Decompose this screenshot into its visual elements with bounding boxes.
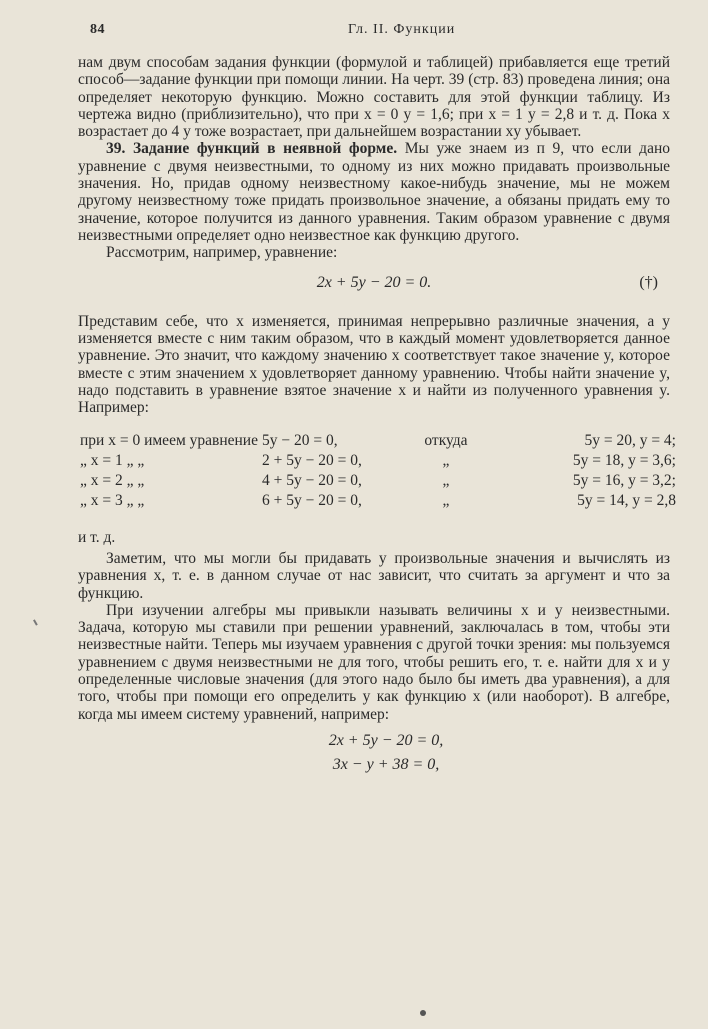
- example-row: [78, 491, 678, 511]
- margin-mark: [33, 616, 43, 625]
- equation-system: [78, 729, 670, 777]
- example-row: [78, 431, 678, 451]
- example-result: 5y = 20, y = 4;: [584, 431, 676, 449]
- example-result: 5y = 14, y = 2,8: [577, 491, 676, 509]
- example-connector: откуда: [424, 431, 468, 449]
- paragraph-3: Рассмотрим, например, уравнение:: [106, 244, 338, 262]
- example-row: [78, 451, 678, 471]
- ink-spot: [420, 1010, 426, 1016]
- example-equation: 4 + 5y − 20 = 0,: [261, 471, 362, 489]
- example-equation: 2 + 5y − 20 = 0,: [261, 451, 362, 469]
- section-heading: 39. Задание функций в неявной форме.: [106, 140, 398, 158]
- equation-tag: (†): [639, 273, 658, 291]
- system-equation-2: 3x − y + 38 = 0,: [332, 755, 440, 773]
- examples-table: [78, 431, 678, 511]
- page-header: [78, 22, 680, 44]
- body-text: [78, 54, 676, 777]
- example-connector: „: [442, 451, 450, 469]
- paragraph-1: нам двум способам задания функции (формулой и таблицей) прибавляется еще третий способ—задание функции при помощи линии. На черт. 39 (стр. 83) проведена линия; она определяет некоторую функцию. Можно составить для этой функции таблицу. Из чертежа видно (приблизительно), что при x = 0 y = 1,6; при x = 1 y = 2,8 и т. д. Пока x возрастает до 4 y тоже возрастает, при дальнейшем возрастании xy убывает.: [78, 54, 670, 141]
- example-connector: „: [442, 491, 450, 509]
- page-number: 84: [90, 22, 105, 37]
- equation-expression: 2x + 5y − 20 = 0.: [316, 273, 432, 291]
- example-condition: при x = 0 имеем уравнение: [80, 431, 258, 449]
- example-result: 5y = 18, y = 3,6;: [572, 451, 676, 469]
- example-result: 5y = 16, y = 3,2;: [572, 471, 676, 489]
- paragraph-2: Мы уже знаем из п 9, что если дано уравнение с двумя неизвестными, то одному из них можно придавать произвольные значения. Но, придав одному неизвестному какое-нибудь значение, мы не можем другому неизвестному тоже придать произвольное значение, а обязаны придать ему то значение, которое получится из данного уравнения. Таким образом уравнение с двумя неизвестными определяет одно неизвестное как функцию другого.: [78, 140, 670, 244]
- example-condition: „ x = 1 „ „: [80, 451, 145, 469]
- system-equation-1: 2x + 5y − 20 = 0,: [328, 731, 444, 749]
- example-equation: 5y − 20 = 0,: [261, 431, 338, 449]
- etc-text: и т. д.: [78, 528, 116, 546]
- example-condition: „ x = 3 „ „: [80, 491, 145, 509]
- example-connector: „: [442, 471, 450, 489]
- example-equation: 6 + 5y − 20 = 0,: [261, 491, 362, 509]
- paragraph-5: Заметим, что мы могли бы придавать y произвольные значения и вычислять из уравнения x, т. е. в данном случае от нас зависит, что считать за аргумент и что за функцию.: [78, 549, 670, 602]
- main-equation: [78, 274, 670, 291]
- running-head: Гл. II. Функции: [348, 22, 456, 37]
- example-condition: „ x = 2 „ „: [80, 471, 145, 489]
- paragraph-6: При изучении алгебры мы привыкли называть величины x и y неизвестными. Задача, которую мы ставили при решении уравнений, заключалась в том, чтобы эти неизвестные найти. Теперь мы изучаем уравнения с другой точки зрения: мы пользуемся уравнением с двумя неизвестными не для того, чтобы решить его, т. е. найти для x и y определенные числовые значения (для этого надо было бы иметь два уравнения), а для того, чтобы при помощи его определить y как функцию x (или наоборот). В алгебре, когда мы имеем систему уравнений, например:: [78, 601, 670, 723]
- section-39: [78, 140, 670, 244]
- example-row: [78, 471, 678, 491]
- paragraph-4: Представим себе, что x изменяется, принимая непрерывно различные значения, а y изменяется вместе с ним таким образом, что в каждый момент удовлетворяется данное уравнение. Это значит, что каждому значению x соответствует такое значение y, которое вместе с этим значением x удовлетворяет данному уравнению. Чтобы найти значение y, надо подставить в уравнение взятое значение x и найти из полученного уравнения y. Например:: [78, 312, 670, 417]
